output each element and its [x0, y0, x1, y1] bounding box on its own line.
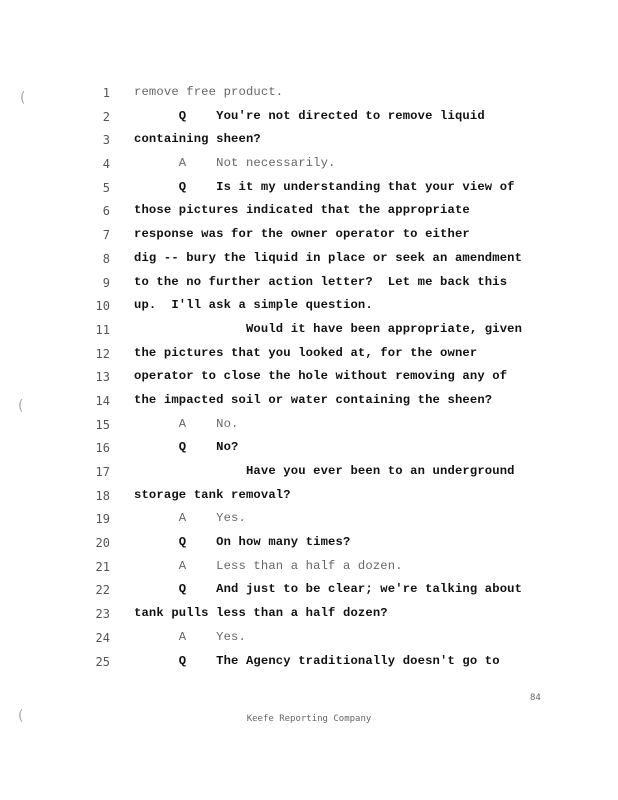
line-number: 1	[102, 86, 110, 100]
line-text: Would it have been appropriate, given	[134, 321, 523, 336]
line-text: tank pulls less than a half dozen?	[134, 606, 388, 621]
line-text: the impacted soil or water containing the sheen?	[134, 392, 493, 407]
footer-reporter: Keefe Reporting Company	[246, 714, 372, 724]
line-number: 20	[95, 536, 110, 551]
line-number: 7	[102, 228, 110, 243]
line-number: 15	[95, 417, 110, 432]
line-text: A Yes.	[134, 511, 246, 526]
line-number: 5	[102, 180, 110, 195]
line-number: 8	[102, 251, 110, 266]
line-text: Q On how many times?	[134, 535, 351, 550]
transcript-line	[0, 485, 618, 509]
line-number: 3	[102, 133, 110, 148]
line-number: 13	[95, 370, 110, 385]
transcript-line	[0, 177, 618, 201]
transcript-line	[0, 295, 618, 319]
transcript-line	[0, 153, 618, 177]
line-number: 14	[95, 393, 110, 408]
line-text: Q No?	[134, 440, 239, 455]
line-number: 12	[95, 346, 110, 361]
line-text: to the no further action letter? Let me back this	[134, 274, 508, 289]
line-number: 4	[102, 157, 110, 172]
transcript-line	[0, 556, 618, 580]
line-text: A No.	[134, 416, 239, 431]
transcript-line	[0, 319, 618, 343]
line-number: 9	[102, 275, 110, 290]
line-text: those pictures indicated that the appropriate	[134, 203, 470, 218]
line-text: remove free product.	[134, 85, 284, 99]
transcript-line	[0, 414, 618, 438]
line-number: 17	[95, 465, 110, 479]
line-number: 23	[95, 607, 110, 622]
transcript-line	[0, 106, 618, 130]
line-number: 21	[95, 559, 110, 574]
line-text: Q And just to be clear; we're talking about	[134, 582, 523, 597]
transcript-line	[0, 579, 618, 603]
line-text: Q The Agency traditionally doesn't go to	[134, 653, 500, 668]
line-number: 10	[95, 299, 110, 314]
line-text: A Yes.	[134, 629, 246, 644]
page-number: 84	[530, 693, 541, 703]
line-number: 11	[95, 322, 110, 337]
transcript-line	[0, 248, 618, 272]
line-number: 24	[95, 630, 110, 645]
punch-hole-mark: (	[20, 90, 26, 106]
transcript-line	[0, 508, 618, 532]
transcript-line	[0, 532, 618, 556]
punch-hole-mark: (	[18, 708, 24, 724]
line-text: containing sheen?	[134, 132, 261, 147]
line-text: A Not necessarily.	[134, 156, 336, 171]
line-number: 16	[95, 441, 110, 456]
line-number: 18	[95, 488, 110, 503]
transcript-line	[0, 437, 618, 461]
line-text: response was for the owner operator to either	[134, 227, 470, 242]
transcript-line	[0, 390, 618, 414]
transcript-line	[0, 343, 618, 367]
line-number: 22	[95, 583, 110, 598]
transcript-line	[0, 603, 618, 627]
transcript-line	[0, 200, 618, 224]
transcript-line	[0, 651, 618, 675]
transcript-lines	[0, 82, 618, 674]
line-number: 2	[102, 109, 110, 124]
line-number: 6	[102, 204, 110, 219]
transcript-line	[0, 129, 618, 153]
line-number: 25	[95, 654, 110, 669]
transcript-line	[0, 366, 618, 390]
line-number: 19	[95, 512, 110, 527]
transcript-line	[0, 627, 618, 651]
line-text: A Less than a half a dozen.	[134, 558, 403, 573]
transcript-line	[0, 461, 618, 485]
line-text: storage tank removal?	[134, 487, 291, 502]
transcript-line	[0, 82, 618, 106]
transcript-line	[0, 224, 618, 248]
line-text: Have you ever been to an underground	[134, 464, 515, 478]
punch-hole-mark: (	[18, 398, 24, 414]
line-text: up. I'll ask a simple question.	[134, 298, 373, 313]
line-text: dig -- bury the liquid in place or seek an amendment	[134, 250, 523, 265]
line-text: Q You're not directed to remove liquid	[134, 108, 485, 123]
transcript-line	[0, 272, 618, 296]
line-text: operator to close the hole without removing any of	[134, 369, 508, 384]
line-text: the pictures that you looked at, for the owner	[134, 345, 478, 360]
line-text: Q Is it my understanding that your view of	[134, 179, 515, 194]
